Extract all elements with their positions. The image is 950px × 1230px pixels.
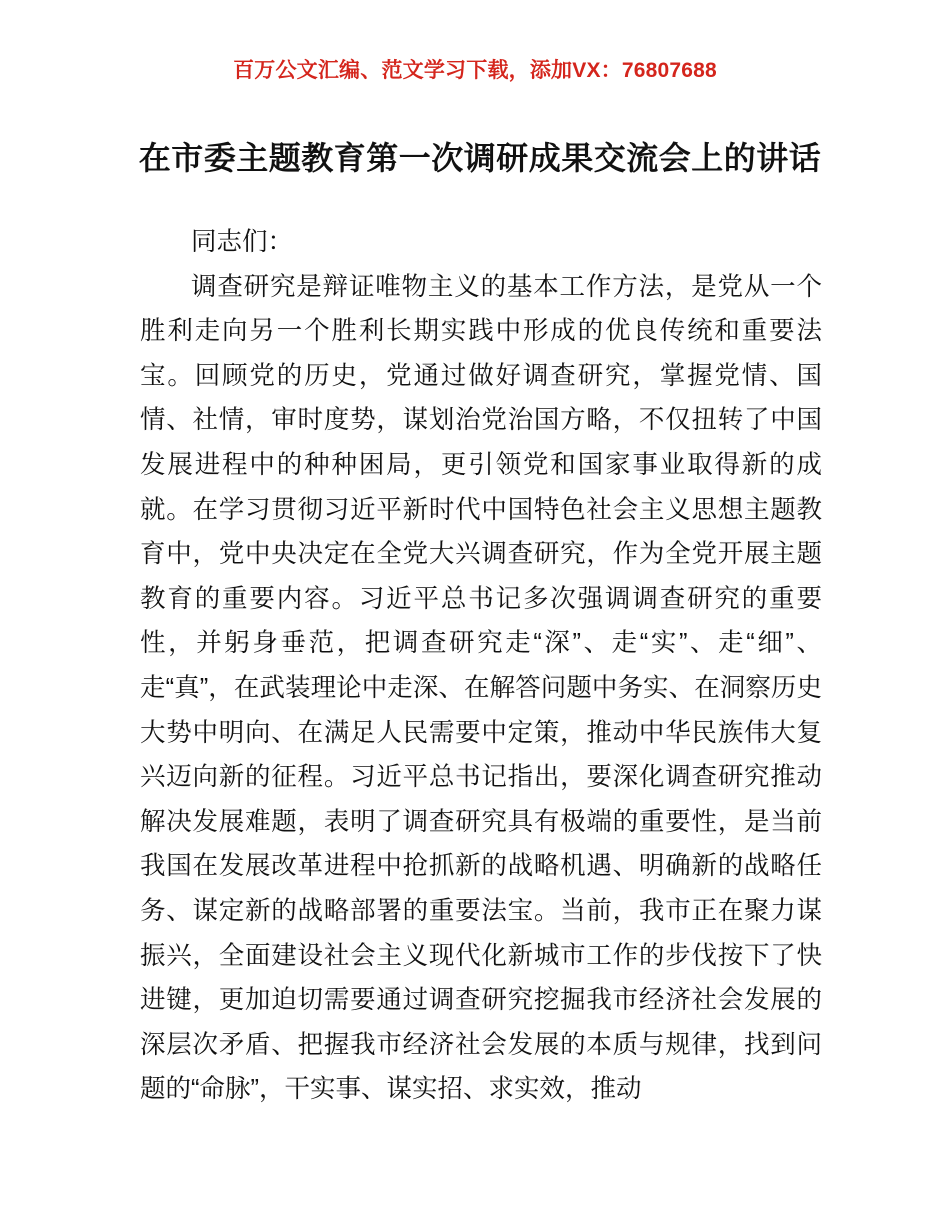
- document-body: [140, 220, 822, 1112]
- paragraph-salutation: 同志们：: [191, 228, 294, 256]
- page-title: 在市委主题教育第一次调研成果交流会上的讲话: [138, 140, 822, 177]
- promo-watermark-header: 百万公文汇编、范文学习下载，添加VX：76807688: [233, 59, 717, 82]
- paragraph-body-1: 调查研究是辩证唯物主义的基本工作方法，是党从一个胜利走向另一个胜利长期实践中形成的优良传统和重要法宝。回顾党的历史，党通过做好调查研究，掌握党情、国情、社情，审时度势，谋划治党治国方略，不仅扭转了中国发展进程中的种种困局，更引领党和国家事业取得新的成就。在学习贯彻习近平新时代中国特色社会主义思想主题教育中，党中央决定在全党大兴调查研究，作为全党开展主题教育的重要内容。习近平总书记多次强调调查研究的重要性，并躬身垂范，把调查研究走“深”、走“实”、走“细”、走“真”，在武装理论中走深、在解答问题中务实、在洞察历史大势中明向、在满足人民需要中定策，推动中华民族伟大复兴迈向新的征程。习近平总书记指出，要深化调查研究推动解决发展难题，表明了调查研究具有极端的重要性，是当前我国在发展改革进程中抢抓新的战略机遇、明确新的战略任务、谋定新的战略部署的重要法宝。当前，我市正在聚力谋振兴，全面建设社会主义现代化新城市工作的步伐按下了快进键，更加迫切需要通过调查研究挖掘我市经济社会发展的深层次矛盾、把握我市经济社会发展的本质与规律，找到问题的“命脉”，干实事、谋实招、求实效，推动: [140, 272, 822, 1104]
